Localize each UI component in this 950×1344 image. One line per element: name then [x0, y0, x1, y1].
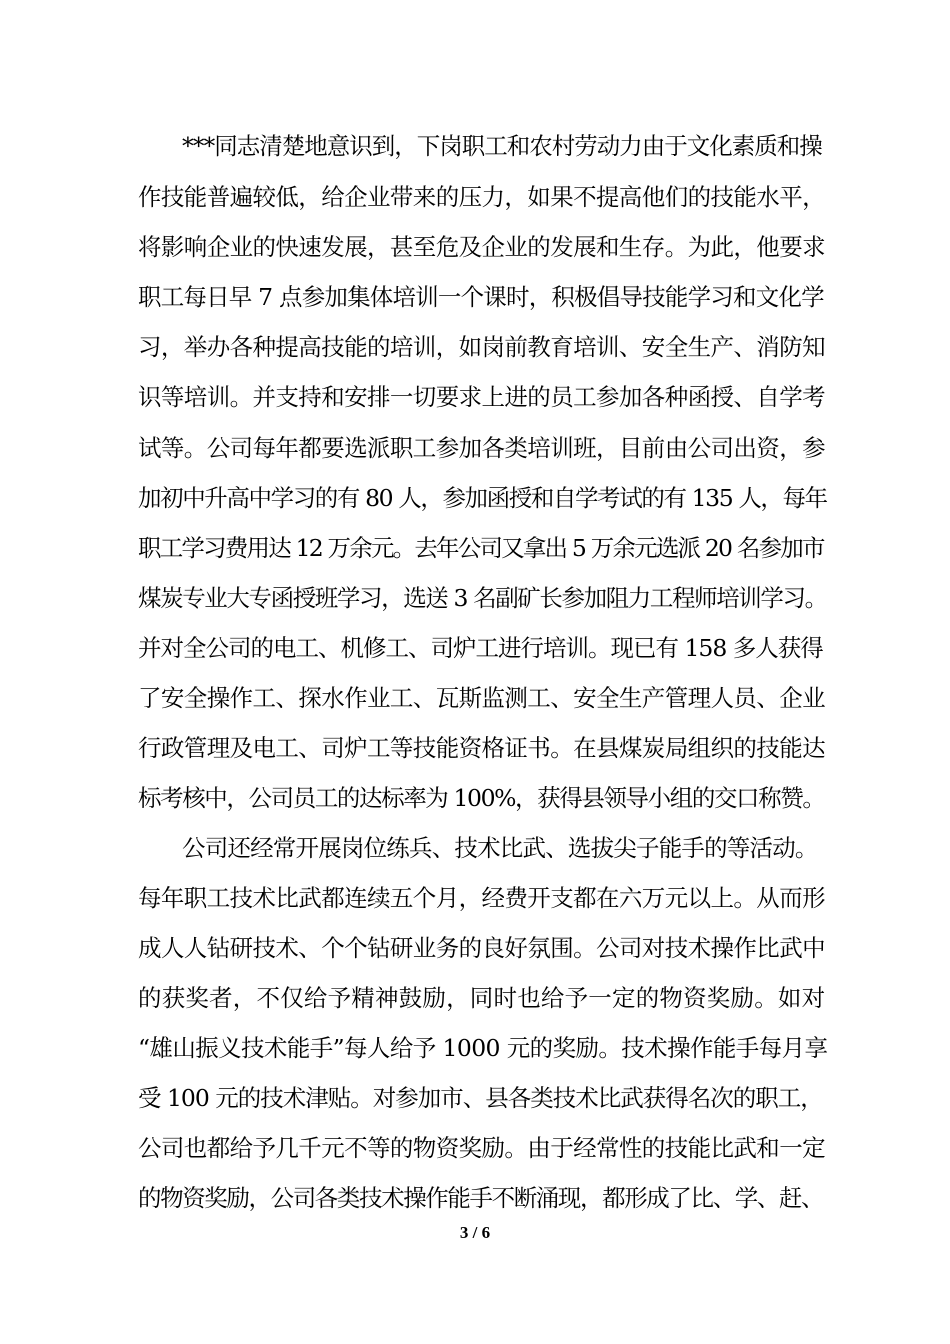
- paragraph-1-line-13: 行政管理及电工、司炉工等技能资格证书。在县煤炭局组织的技能达: [138, 734, 825, 762]
- paragraph-1-line-1: ***同志清楚地意识到，下岗职工和农村劳动力由于文化素质和操: [182, 132, 822, 160]
- page-number: 3 / 6: [459, 1223, 491, 1242]
- paragraph-1-line-9: 职工学习费用达 12 万余元。去年公司又拿出 5 万余元选派 20 名参加市: [138, 534, 824, 562]
- paragraph-1-line-14: 标考核中，公司员工的达标率为 100%，获得县领导小组的交口称赞。: [138, 784, 825, 812]
- paragraph-1-line-6: 识等培训。并支持和安排一切要求上进的员工参加各种函授、自学考: [138, 383, 825, 411]
- paragraph-1-line-10: 煤炭专业大专函授班学习，选送 3 名副矿长参加阻力工程师培训学习。: [138, 584, 827, 612]
- paragraph-2-line-3: 成人人钻研技术、个个钻研业务的良好氛围。公司对技术操作比武中: [138, 934, 825, 962]
- paragraph-1-line-7: 试等。公司每年都要选派职工参加各类培训班，目前由公司出资，参: [138, 434, 825, 462]
- paragraph-1-line-3: 将影响企业的快速发展，甚至危及企业的发展和生存。为此，他要求: [138, 233, 825, 261]
- paragraph-2-line-1: 公司还经常开展岗位练兵、技术比武、选拔尖子能手的等活动。: [182, 834, 818, 862]
- paragraph-1-line-4: 职工每日早 7 点参加集体培训一个课时，积极倡导技能学习和文化学: [138, 283, 824, 311]
- paragraph-2-line-2: 每年职工技术比武都连续五个月，经费开支都在六万元以上。从而形: [138, 884, 825, 912]
- paragraph-2-line-5: “雄山振义技术能手”每人给予 1000 元的奖励。技术操作能手每月享: [138, 1034, 828, 1062]
- paragraph-1-line-12: 了安全操作工、探水作业工、瓦斯监测工、安全生产管理人员、企业: [138, 684, 825, 712]
- paragraph-2-line-6: 受 100 元的技术津贴。对参加市、县各类技术比武获得名次的职工，: [138, 1084, 823, 1112]
- paragraph-1-line-2: 作技能普遍较低，给企业带来的压力，如果不提高他们的技能水平，: [138, 183, 825, 211]
- paragraph-1-line-5: 习，举办各种提高技能的培训，如岗前教育培训、安全生产、消防知: [138, 333, 825, 361]
- paragraph-2-line-4: 的获奖者，不仅给予精神鼓励，同时也给予一定的物资奖励。如对: [138, 984, 826, 1012]
- paragraph-1-line-8: 加初中升高中学习的有 80 人，参加函授和自学考试的有 135 人，每年: [138, 484, 827, 512]
- paragraph-2-line-8: 的物资奖励，公司各类技术操作能手不断涌现，都形成了比、学、赶、: [138, 1184, 824, 1212]
- paragraph-2-line-7: 公司也都给予几千元不等的物资奖励。由于经常性的技能比武和一定: [138, 1134, 825, 1162]
- paragraph-1-line-11: 并对全公司的电工、机修工、司炉工进行培训。现已有 158 多人获得: [138, 634, 823, 662]
